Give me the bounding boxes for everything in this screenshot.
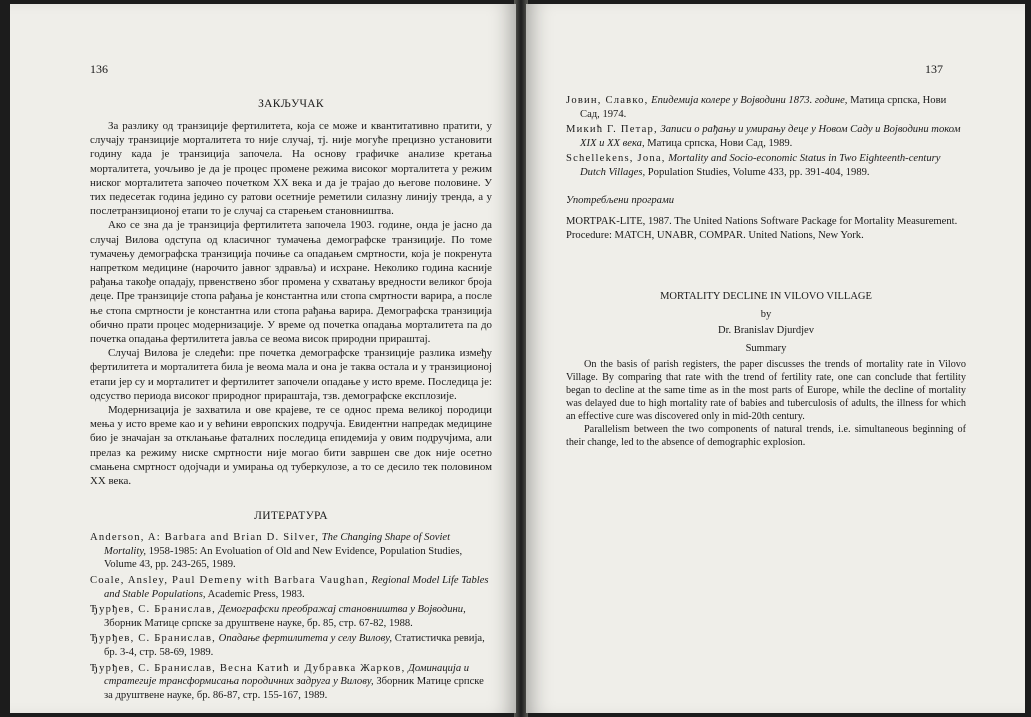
reference-item: Ђурђев, С. Бранислав, Опадање фертилитета у селу Вилову, Статистичка ревија, бр. 3-4, стр. 58-69, 1989.: [90, 633, 485, 659]
references-heading: ЛИТЕРАТУРА: [254, 510, 328, 523]
right-page-content: [566, 94, 966, 449]
conclusion-paragraph-3: Случај Вилова је следећи: пре почетка демографске транзиције разлика између фертилитета и морталитета била је веома мала и она је таква остала и у транзиционој етапи јер су и морталитет и фертилитет започели опадање у исто време. Последица је: одсуство периода високог природног прираштаја, тзв. демографске експлозије.: [90, 347, 492, 402]
summary-paragraph-2: Parallelism between the two components of natural trends, i.e. simultaneous beginning of their change, led to the absence of demographic explosion.: [566, 424, 966, 449]
conclusion-heading: ЗАКЉУЧАК: [258, 98, 324, 110]
page-number-left: 136: [90, 62, 108, 76]
summary-paragraph-1: On the basis of parish registers, the paper discusses the trends of mortality rate in Vilovo Village. By comparing that rate with the trend of fertility rate, one can conclude that fertility began to decline at the same time as in the most parts of Europe, while the decline of mortality was delayed due to high mortality rate of babies and tuberculosis of adults, the illness for which an effective cure was discovered only in mid-20th century.: [566, 359, 966, 423]
program-note: MORTPAK-LITE, 1987. The United Nations Software Package for Mortality Measurement. Procedure: MATCH, UNABR, COMPAR. United Nations, New York.: [566, 216, 958, 241]
reference-item: Ђурђев, С. Бранислав, Весна Катић и Дубравка Жарков, Доминација и стратегије трансформисања породичних задруга у Вилову, Зборник Матице српске за друштвене науке, бр. 86-87, стр. 155-167, 1989.: [90, 662, 484, 701]
right-page: [526, 4, 1025, 713]
reference-item: Ђурђев, С. Бранислав, Демографски преображај становништва у Војводини, Зборник Матице српске за друштвене науке, бр. 85, стр. 67-82, 1988.: [90, 604, 466, 629]
conclusion-paragraph-1: За разлику од транзиције фертилитета, која се може и квантитативно пратити, у случају транзиције морталитета то није случај, тј. није могуће прецизно установити годину када је транзиција започела. На основу графичке анализе кретања морталитета, уочљиво је да је процес промене режима високог морталитета у режим ниског морталитета започео почетком XX века и да је трајао до његове половине. У тих педесетак година једино су ратови осетније реметили силазну линију тренда, а у послетранзиционој етапи то је случај са старењем становништва.: [90, 120, 492, 218]
reference-item: Микић Г. Петар, Записи о рађању и умирању деце у Новом Саду и Војводини током XIX и XX века, Матица српска, Нови Сад, 1989.: [566, 124, 961, 149]
page-number-right: 137: [925, 62, 943, 76]
conclusion-paragraph-4: Модернизација је захватила и ове крајеве, те се однос према великој породици мења у исто време као и у већини европских подручја. Евидентни напредак медицине био је значајан за отклањање фаталних последица епидемија у овим подручјима, али прелаз ка режиму ниске смртности није могао бити завршен све док није осетно смањена смртност одојчади и умирања од туберкулозе, а то се десило тек половином XX века.: [90, 404, 492, 488]
summary-label: Summary: [745, 343, 787, 355]
author-name: Dr. Branislav Djurdjev: [718, 325, 814, 337]
left-page: [10, 4, 516, 713]
references-list-left: [90, 531, 492, 702]
reference-item: Schellekens, Jona, Mortality and Socio-economic Status in Two Eighteenth-century Dutch Villages, Population Studies, Volume 433, pp. 391-404, 1989.: [566, 153, 941, 178]
reference-item: Coale, Ansley, Paul Demeny with Barbara Vaughan, Regional Model Life Tables and Stable Populations, Academic Press, 1983.: [90, 575, 489, 600]
english-title: MORTALITY DECLINE IN VILOVO VILLAGE: [660, 291, 872, 303]
programs-heading: Употребљени програми: [566, 194, 675, 206]
english-summary: [566, 358, 966, 449]
byline-by: by: [760, 309, 772, 321]
reference-item: Anderson, A: Barbara and Brian D. Silver, The Changing Shape of Soviet Mortality, 1958-1985: An Evoluation of Old and New Evidence, Population Studies, Volume 43, pp. 243-265, 1989.: [90, 532, 463, 571]
conclusion-paragraph-2: Ако се зна да је транзиција фертилитета започела 1903. године, онда је јасно да случај Вилова одступа од класичног тумачења демографске транзиције. По томе тумачењу демографска транзиција почиње са опадањем смртности, која је покренута напретком медицине (нарочито јавног здравља) и исхране. Неколико година касније рађања такође опадају, првенствено због промена у схватању вредности великог броја деце. Пре транзиције стопа рађања је константна или стопа смртности варира, а после ње стопа смртности је константна или стопа рађања варира. Демографска транзиција обично прати процес модернизације. У време од почетка опадања морталитета па до почетка опадања фертилитета јавља се веома висок природни прираштај.: [90, 219, 492, 346]
references-list-right: [566, 94, 966, 180]
left-page-content: [90, 94, 492, 704]
reference-item: Јовин, Славко, Епидемија колере у Војводини 1873. године, Матица српска, Нови Сад, 1974.: [566, 95, 947, 120]
